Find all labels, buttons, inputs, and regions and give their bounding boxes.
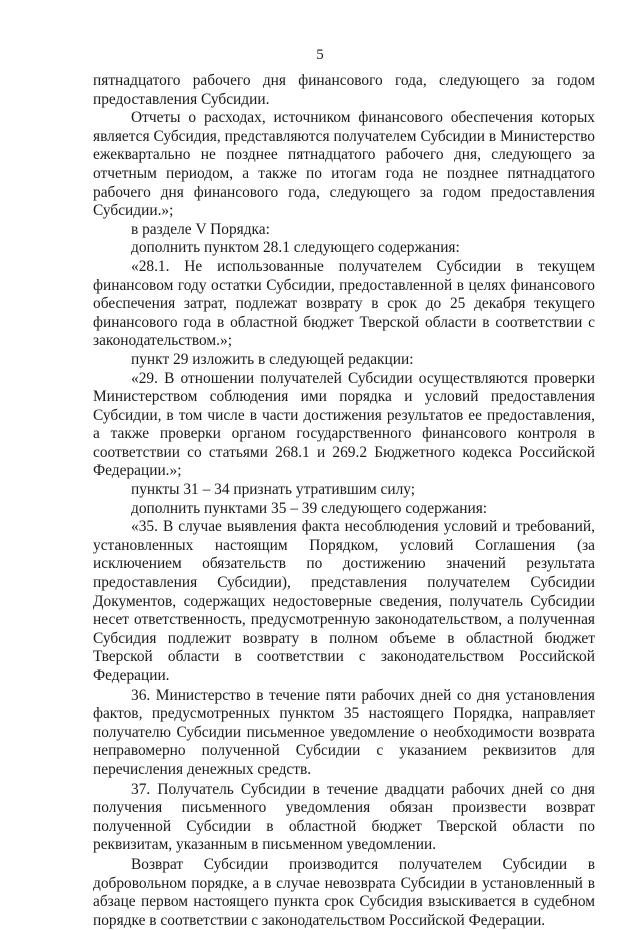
paragraph-9: дополнить пунктами 35 – 39 следующего содержания: xyxy=(131,499,488,517)
paragraph-11: 36. Министерство в течение пяти рабочих дней со дня установления фактов, предусмотренных пунктом 35 настоящего Порядка, направляет получателю Субсидии письменное уведомление о необходимости возврата неправомерно полученной Субсидии с указанием реквизитов для перечисления денежных средств. xyxy=(93,686,595,778)
paragraph-5: «28.1. Не использованные получателем Субсидии в текущем финансовом году остатки Субсидии, предоставленной в целях финансового обеспечения затрат, подлежат возврату в срок до 25 декабря текущего финансового года в областной бюджет Тверской области в соответствии с законодательством.»; xyxy=(93,257,595,350)
document-body xyxy=(93,72,595,930)
paragraph-10: «35. В случае выявления факта несоблюдения условий и требований, установленных настоящим Порядком, условий Соглашения (за исключением обязательств по достижению значений результата предоставления Субсидии), представления получателем Субсидии Документов, содержащих недостоверные сведения, получатель Субсидии несет ответственность, предусмотренную законодательством, а полученная Субсидия подлежит возврату в полном объеме в областной бюджет Тверской области в соответствии с законодательством Российской Федерации. xyxy=(93,518,595,684)
paragraph-6: пункт 29 изложить в следующей редакции: xyxy=(131,350,414,368)
paragraph-13: Возврат Субсидии производится получателем Субсидии в добровольном порядке, а в случае невозврата Субсидии в установленный в абзаце первом настоящего пункта срок Субсидия взыскивается в судебном порядке в соответствии с законодательством Российской Федерации. xyxy=(93,855,595,929)
paragraph-3: в разделе V Порядка: xyxy=(131,220,270,238)
paragraph-8: пункты 31 – 34 признать утратившим силу; xyxy=(131,481,416,499)
paragraph-12: 37. Получатель Субсидии в течение двадцати рабочих дней со дня получения письменного уведомления обязан произвести возврат полученной Субсидии в областной бюджет Тверской области по реквизитам, указанным в письменном уведомлении. xyxy=(93,780,595,854)
paragraph-4: дополнить пунктом 28.1 следующего содержания: xyxy=(131,239,460,257)
paragraph-2: Отчеты о расходах, источником финансового обеспечения которых является Субсидия, представляются получателем Субсидии в Министерство ежеквартально не позднее пятнадцатого рабочего дня, следующего за отчетным периодом, а также по итогам года не позднее пятнадцатого рабочего дня финансового года, следующего за годом предоставления Субсидии.»; xyxy=(93,109,595,220)
paragraph-1: пятнадцатого рабочего дня финансового года, следующего за годом предоставления Субсидии. xyxy=(93,72,595,108)
page-number: 5 xyxy=(316,47,324,63)
paragraph-7: «29. В отношении получателей Субсидии осуществляются проверки Министерством соблюдения ими порядка и условий предоставления Субсидии, в том числе в части достижения результатов ее предоставления, а также проверки органом государственного финансового контроля в соответствии со статьями 268.1 и 269.2 Бюджетного кодекса Российской Федерации.»; xyxy=(93,369,595,480)
